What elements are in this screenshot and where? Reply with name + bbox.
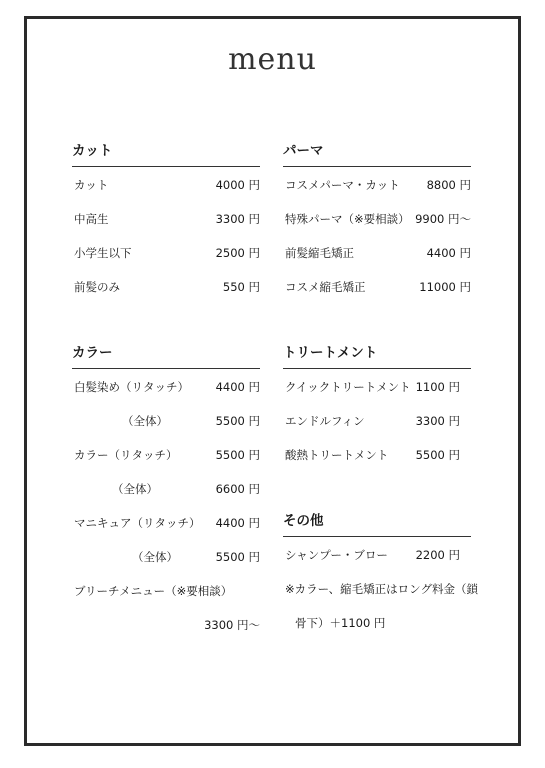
- menu-item: [72, 581, 260, 615]
- section-color: [72, 342, 260, 649]
- item-name: 酸熱トリートメント: [285, 448, 389, 462]
- item-name: コスメパーマ・カット: [285, 178, 400, 192]
- menu-item: [72, 445, 260, 479]
- item-price: 5500 円: [215, 448, 260, 462]
- menu-item: [283, 377, 460, 411]
- item-name: カラー（リタッチ）: [74, 448, 178, 462]
- item-price: 2500 円: [215, 246, 260, 260]
- menu-item: [283, 445, 460, 479]
- section-divider: [283, 368, 471, 369]
- item-name: エンドルフィン: [285, 414, 365, 428]
- section-title: トリートメント: [283, 345, 378, 361]
- section-divider: [72, 166, 260, 167]
- item-price: 11000 円: [419, 280, 471, 294]
- menu-item: [283, 175, 471, 209]
- item-name: 前髪のみ: [74, 280, 120, 294]
- note-text: 骨下）＋1100 円: [295, 616, 386, 630]
- section-treatment: [283, 342, 471, 479]
- section-title: カラー: [72, 345, 113, 361]
- section-divider: [283, 536, 471, 537]
- item-price: 4000 円: [215, 178, 260, 192]
- menu-item: [72, 411, 260, 445]
- item-price: 550 円: [222, 280, 260, 294]
- item-price: 4400 円: [426, 246, 471, 260]
- section-divider: [283, 166, 471, 167]
- item-name: （全体）: [122, 414, 168, 428]
- menu-title: menu: [228, 42, 317, 77]
- section-title: パーマ: [283, 143, 324, 159]
- menu-item: [283, 545, 460, 579]
- item-price: 6600 円: [215, 482, 260, 496]
- item-price: 2200 円: [415, 548, 460, 562]
- menu-item: [72, 175, 260, 209]
- section-divider: [72, 368, 260, 369]
- item-price: 5500 円: [215, 550, 260, 564]
- menu-item: [72, 513, 260, 547]
- item-price: 5500 円: [415, 448, 460, 462]
- item-price: 4400 円: [215, 516, 260, 530]
- menu-item: [72, 209, 260, 243]
- item-name: コスメ縮毛矯正: [285, 280, 366, 294]
- item-name: ブリーチメニュー（※要相談）: [74, 584, 233, 598]
- section-cut: [72, 140, 260, 311]
- item-price: 9900 円～: [415, 212, 471, 226]
- item-name: 白髪染め（リタッチ）: [74, 380, 189, 394]
- menu-item: [283, 209, 471, 243]
- menu-item: [283, 243, 471, 277]
- menu-item: [72, 243, 260, 277]
- menu-item: [72, 615, 260, 649]
- item-price: 4400 円: [215, 380, 260, 394]
- menu-item: [283, 277, 471, 311]
- section-other: [283, 510, 478, 647]
- item-price: 3300 円～: [204, 618, 260, 632]
- menu-item: [72, 479, 260, 513]
- note-text: ※カラー、縮毛矯正はロング料金（鎖: [285, 582, 478, 596]
- item-name: 前髪縮毛矯正: [285, 246, 354, 260]
- item-price: 3300 円: [215, 212, 260, 226]
- item-name: 中高生: [74, 212, 109, 226]
- item-name: 小学生以下: [74, 246, 132, 260]
- item-price: 5500 円: [215, 414, 260, 428]
- section-perm: [283, 140, 471, 311]
- menu-item: [72, 277, 260, 311]
- menu-item: [283, 411, 460, 445]
- item-price: 1100 円: [415, 380, 460, 394]
- item-name: 特殊パーマ（※要相談）: [285, 212, 410, 226]
- item-name: （全体）: [132, 550, 178, 564]
- item-name: シャンプー・ブロー: [285, 548, 388, 562]
- item-price: 8800 円: [426, 178, 471, 192]
- item-name: （全体）: [112, 482, 158, 496]
- item-name: クイックトリートメント: [285, 380, 411, 394]
- menu-item: [72, 547, 260, 581]
- item-name: カット: [74, 178, 109, 192]
- section-title: カット: [72, 143, 113, 159]
- menu-item: [72, 377, 260, 411]
- item-name: マニキュア（リタッチ）: [74, 516, 201, 530]
- item-price: 3300 円: [415, 414, 460, 428]
- section-title: その他: [283, 513, 324, 529]
